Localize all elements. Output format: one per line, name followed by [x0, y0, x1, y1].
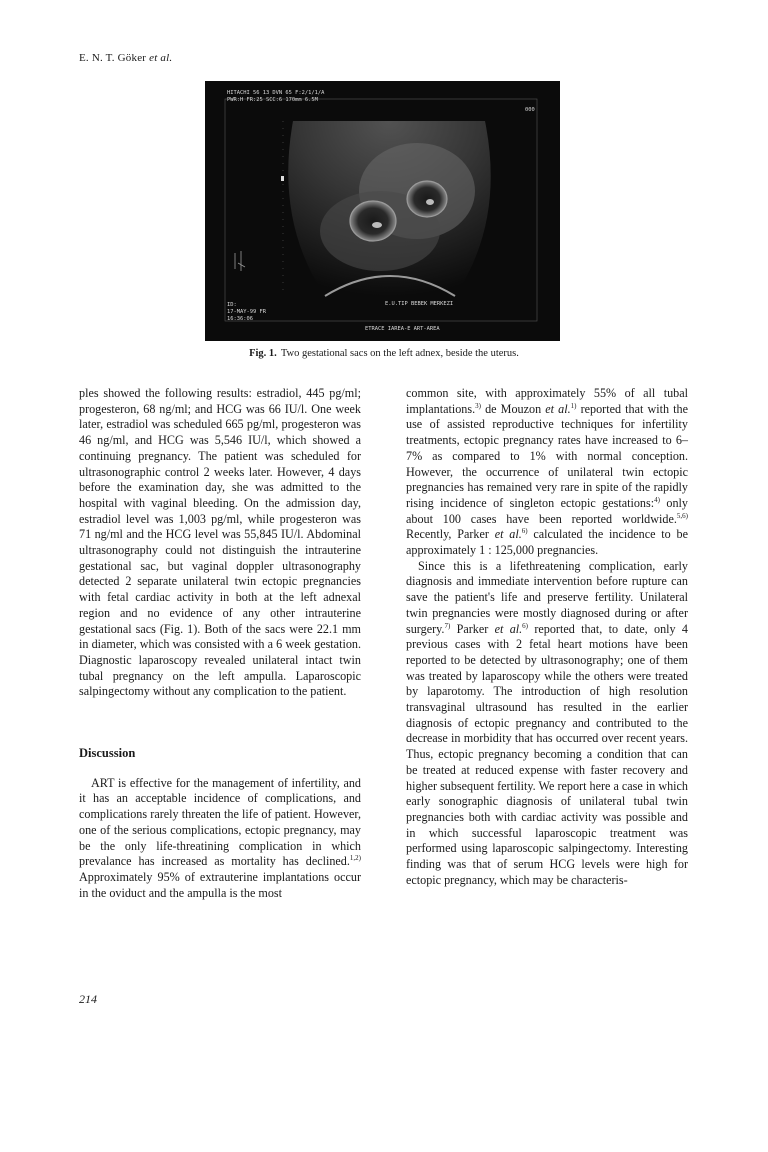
right-paragraph-2 [406, 559, 688, 889]
us-top-line-2: PWR:H FR:25 SCC:6 170mm 6.5M [227, 97, 318, 103]
text-span: Recently, Parker [406, 527, 495, 542]
text-span: reported that with the use of assisted reproductive techniques for infertility treatments, ectopic pregnancy rates have increased to 6–7% as compared to 1% with normal conception. However, the occurrence of unilateral twin ectopic pregnancies has remained very rare in spite of the rapidly rising incidence of singleton ectopic gestations: [406, 401, 688, 510]
gestational-sac-2 [407, 181, 447, 217]
us-id: ID: [227, 302, 237, 308]
ultrasound-figure [205, 81, 560, 341]
figure-caption-text: Two gestational sacs on the left adnex, beside the uterus. [280, 348, 519, 359]
running-head-etal: et al. [146, 52, 173, 64]
us-time: 16:36:06 [227, 316, 253, 322]
text-span: Approximately 95% of extrauterine implantations occur in the oviduct and the ampulla is the most [79, 869, 361, 900]
left-paragraph-2 [79, 776, 361, 902]
text-span: common site, with approximately 55% of all tubal implantations. [406, 386, 688, 416]
right-column [406, 386, 688, 889]
text-span: calculated the incidence to be approximately 1 : 125,000 pregnancies. [406, 527, 689, 558]
page-number: 214 [79, 992, 97, 1006]
reference-superscript: 4) [654, 495, 660, 504]
text-span: Parker [450, 621, 495, 636]
reference-superscript: 1) [570, 401, 577, 410]
reference-superscript: 6) [521, 527, 528, 536]
right-paragraph-1 [406, 386, 688, 559]
running-head [79, 52, 172, 64]
etal-italic: et al. [494, 527, 522, 542]
us-top-right: 000 [525, 107, 535, 113]
text-span: Since this is a lifethreatening complication, early diagnosis and immediate intervention before rupture can save the patient's life and preserve fertility. Unilateral twin pregnancies were mostly diagnosed during or after surgery. [406, 558, 688, 636]
figure-label: Fig. 1. [249, 348, 277, 359]
left-column [79, 386, 361, 901]
us-top-line-1: HITACHI 56 13 DVN 65 F:2/1/1/A [227, 90, 325, 96]
text-span: ART is effective for the management of infertility, and it has an acceptable incidence of complications, and complications rarely threaten the life of patient. However, one of the serious complications, ectopic pregnancy, may be the only life-threatining complication in which prevalance has increased as mortality has declined. [79, 775, 361, 869]
running-head-authors: E. N. T. Göker [79, 52, 147, 64]
etal-italic: et al. [545, 401, 571, 416]
reference-superscript: 1,2) [349, 854, 361, 863]
ultrasound-image [205, 81, 560, 341]
section-heading-discussion: Discussion [79, 746, 136, 761]
text-span: reported that, to date, only 4 previous cases with 2 fetal heart motions have been reported to be detected by ultrasonography; one of them was treated by laparoscopy while the others were treated by laparotomy. The introduction of high resolution transvaginal ultrasound has resulted in the earlier diagnosis of ectopic pregnancy and contributed to the decrease in morbidity that has occurred over recent years. Thus, ectopic pregnancy becoming a condition that can be treated at reduced expense with faster recovery and higher subsequent fertility. We report here a case in which early sonographic diagnosis of unilateral tubal twin pregnancies both with cardiac activity was possible and in which successful laparoscopic treatment was performed using laparoscopic salpingectomy. Interesting finding was that of serum HCG levels were high for ectopic pregnancy, which may be characteris- [406, 621, 688, 887]
gestational-sac-1 [350, 201, 396, 241]
left-paragraph-1: ples showed the following results: estradiol, 445 pg/ml; progesteron, 68 ng/ml; and HCG was 66 IU/l. One week later, estradiol was scheduled 665 pg/ml, progesteron was 46 ng/ml, and HCG was 5,546 IU/l, which showed a continuing pregnancy. The patient was scheduled for ultrasonographic control 2 weeks later. However, 4 days before the examination day, she was admitted to the hospital with vaginal bleeding. On the admission day, estradiol level was 1,003 pg/ml, while progesteron was 71 ng/ml and the HCG level was 55,845 IU/l. Abdominal ultrasonography could not distinguish the intrauterine gestational sac, but vaginal doppler ultrasonography detected 2 separate unilateral twin ectopic pregnancies with fetal cardiac activity in both at the left adnexal region and no evidence of any other intrauterine gestational sacs (Fig. 1). Both of the sacs were 22.1 mm in diameter, which was consisted with a 6 week gestation. Diagnostic laparoscopy revealed unilateral intact twin tubal pregnancy on the left ampulla. Laparoscopic salpingectomy without any complication to the patient. [79, 386, 361, 699]
reference-superscript: 6) [522, 621, 529, 630]
text-span: de Mouzon [480, 401, 546, 416]
us-hospital: E.U.TIP BEBEK MERKEZI [385, 301, 454, 307]
etal-italic: et al. [494, 621, 523, 636]
reference-superscript: 5,6) [676, 511, 688, 520]
figure-caption [0, 348, 768, 359]
reference-superscript: 3) [475, 401, 481, 410]
reference-superscript: 7) [444, 621, 451, 630]
us-menu: ETRACE IAREA-E ART-AREA [365, 326, 440, 332]
text-span: only about 100 cases have been reported worldwide. [406, 495, 689, 526]
us-date: 17-MAY-99 FR [227, 309, 266, 315]
